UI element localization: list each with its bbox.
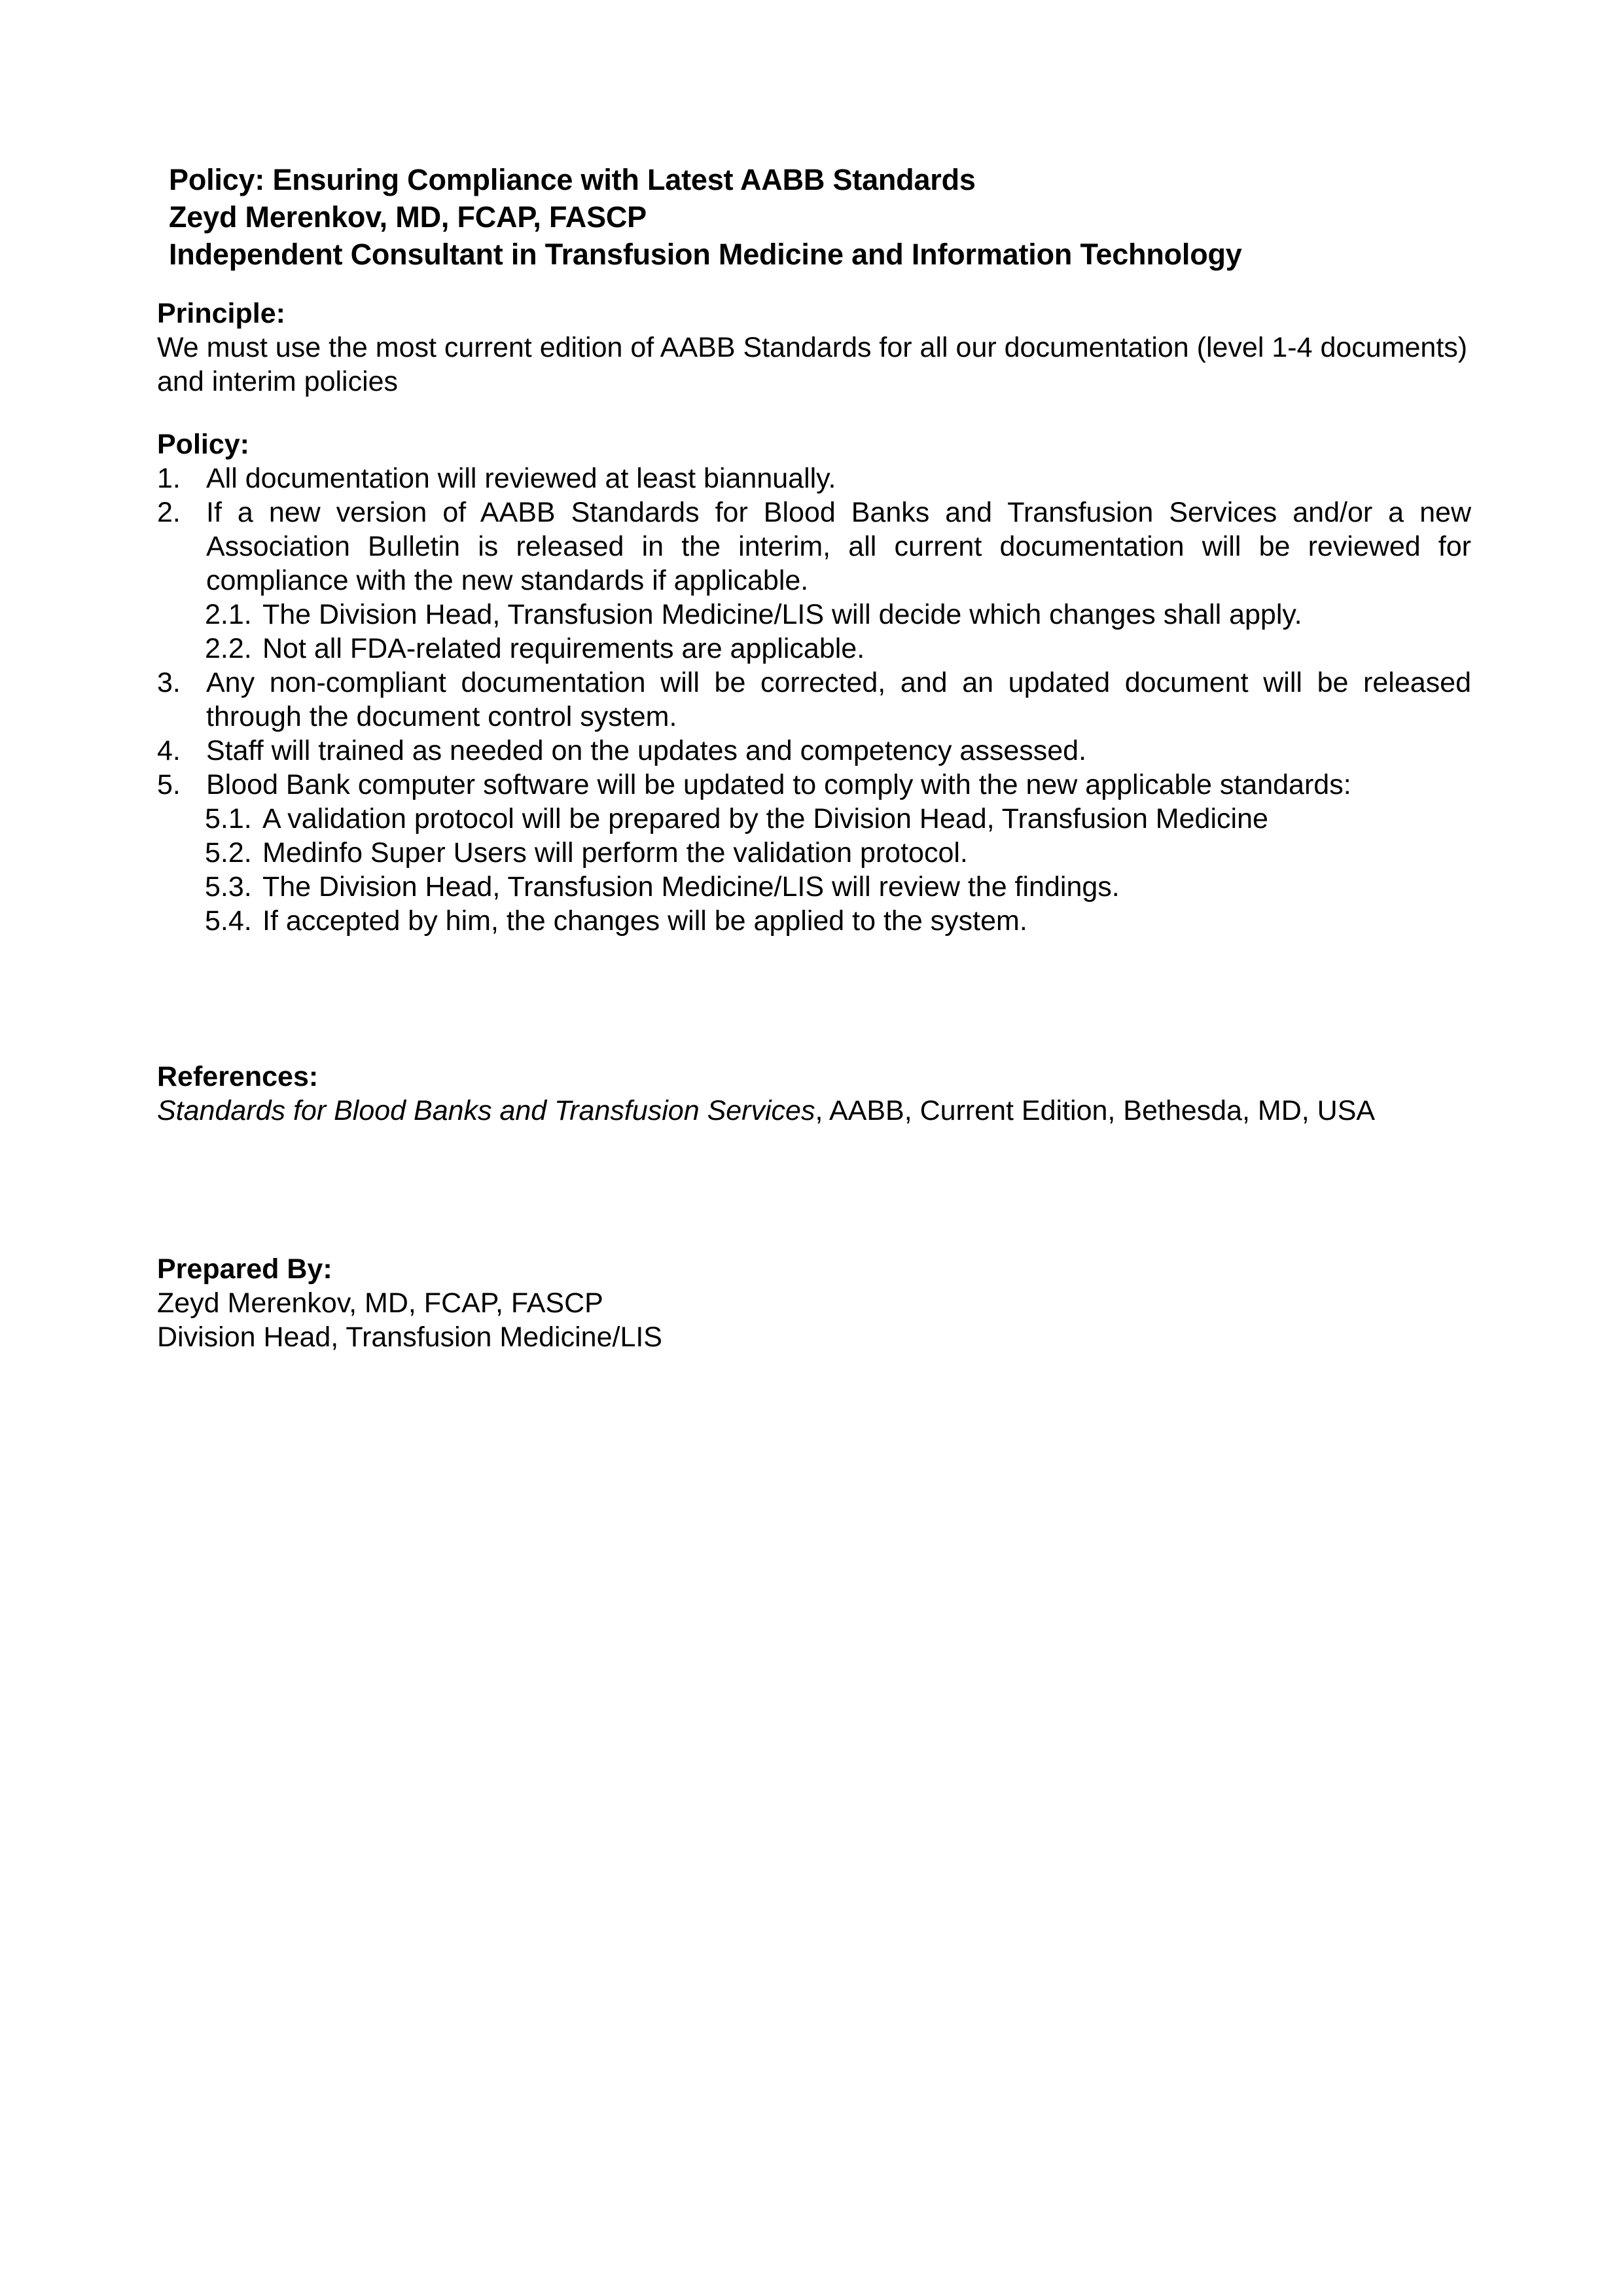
policy-sublist-item bbox=[205, 836, 1471, 870]
document-content bbox=[157, 161, 1471, 1354]
policy-item-text: Staff will trained as needed on the updates and competency assessed. bbox=[206, 735, 1087, 766]
author-name: Zeyd Merenkov, MD, FCAP, FASCP bbox=[169, 200, 647, 234]
preparer-role: Division Head, Transfusion Medicine/LIS bbox=[157, 1321, 662, 1353]
preparer-name: Zeyd Merenkov, MD, FCAP, FASCP bbox=[157, 1287, 603, 1319]
policy-list bbox=[157, 461, 1471, 938]
policy-item-number: 4. bbox=[157, 735, 181, 766]
policy-list-item bbox=[157, 461, 1471, 495]
principle-body: We must use the most current edition of AABB Standards for all our documentation (level 1-4 documents) and interim policies bbox=[157, 332, 1468, 397]
policy-list-item bbox=[157, 666, 1471, 734]
policy-subitem-text: The Division Head, Transfusion Medicine/LIS will review the findings. bbox=[262, 871, 1120, 903]
policy-list-item bbox=[157, 495, 1471, 598]
references-heading: References: bbox=[157, 1061, 319, 1092]
policy-item-text: If a new version of AABB Standards for Blood Banks and Transfusion Services and/or a new Association Bulletin is released in the interim, all current documentation will be reviewed for compliance with the new standards if applicable. bbox=[206, 497, 1471, 596]
reference-publisher: , AABB, Current Edition, Bethesda, MD, USA bbox=[815, 1095, 1376, 1126]
policy-subitem-number: 2.2. bbox=[205, 633, 252, 664]
policy-item-text: All documentation will reviewed at least biannually. bbox=[206, 463, 836, 494]
spacer bbox=[157, 399, 1471, 427]
policy-item-text: Blood Bank computer software will be updated to comply with the new applicable standards: bbox=[206, 769, 1351, 800]
policy-item-number: 2. bbox=[157, 497, 181, 528]
policy-subitem-number: 5.1. bbox=[205, 803, 252, 834]
policy-sublist bbox=[157, 802, 1471, 938]
spacer bbox=[157, 273, 1471, 296]
policy-sublist-item bbox=[205, 598, 1471, 632]
policy-heading: Policy: bbox=[157, 429, 249, 460]
page-title: Policy: Ensuring Compliance with Latest AABB Standards bbox=[169, 163, 976, 196]
policy-item-number: 3. bbox=[157, 667, 181, 698]
policy-subitem-number: 5.3. bbox=[205, 871, 252, 903]
policy-subitem-text: Medinfo Super Users will perform the validation protocol. bbox=[262, 837, 968, 869]
policy-sublist-item bbox=[205, 802, 1471, 836]
reference-entry bbox=[157, 1094, 1471, 1128]
policy-subitem-text: If accepted by him, the changes will be applied to the system. bbox=[262, 905, 1027, 937]
policy-item-number: 5. bbox=[157, 769, 181, 800]
policy-sublist bbox=[157, 598, 1471, 666]
reference-title: Standards for Blood Banks and Transfusion Services bbox=[157, 1095, 815, 1126]
policy-list-item bbox=[157, 768, 1471, 802]
policy-item-number: 1. bbox=[157, 463, 181, 494]
policy-sublist-item bbox=[205, 632, 1471, 666]
document-title-block bbox=[169, 161, 1471, 273]
policy-subitem-text: Not all FDA-related requirements are applicable. bbox=[262, 633, 865, 664]
prepared-by-heading: Prepared By: bbox=[157, 1253, 332, 1285]
policy-subitem-number: 5.4. bbox=[205, 905, 252, 937]
policy-sublist-item bbox=[205, 870, 1471, 904]
spacer bbox=[157, 938, 1471, 1060]
policy-list-item bbox=[157, 734, 1471, 768]
policy-sublist-item bbox=[205, 904, 1471, 938]
policy-subitem-number: 5.2. bbox=[205, 837, 252, 869]
policy-subitem-number: 2.1. bbox=[205, 599, 252, 630]
policy-item-text: Any non-compliant documentation will be corrected, and an updated document will be released through the document control system. bbox=[206, 667, 1471, 732]
policy-subitem-text: The Division Head, Transfusion Medicine/LIS will decide which changes shall apply. bbox=[262, 599, 1302, 630]
policy-subitem-text: A validation protocol will be prepared by the Division Head, Transfusion Medicine bbox=[262, 803, 1268, 834]
author-role: Independent Consultant in Transfusion Medicine and Information Technology bbox=[169, 238, 1242, 271]
spacer bbox=[157, 1128, 1471, 1252]
principle-heading: Principle: bbox=[157, 298, 285, 329]
